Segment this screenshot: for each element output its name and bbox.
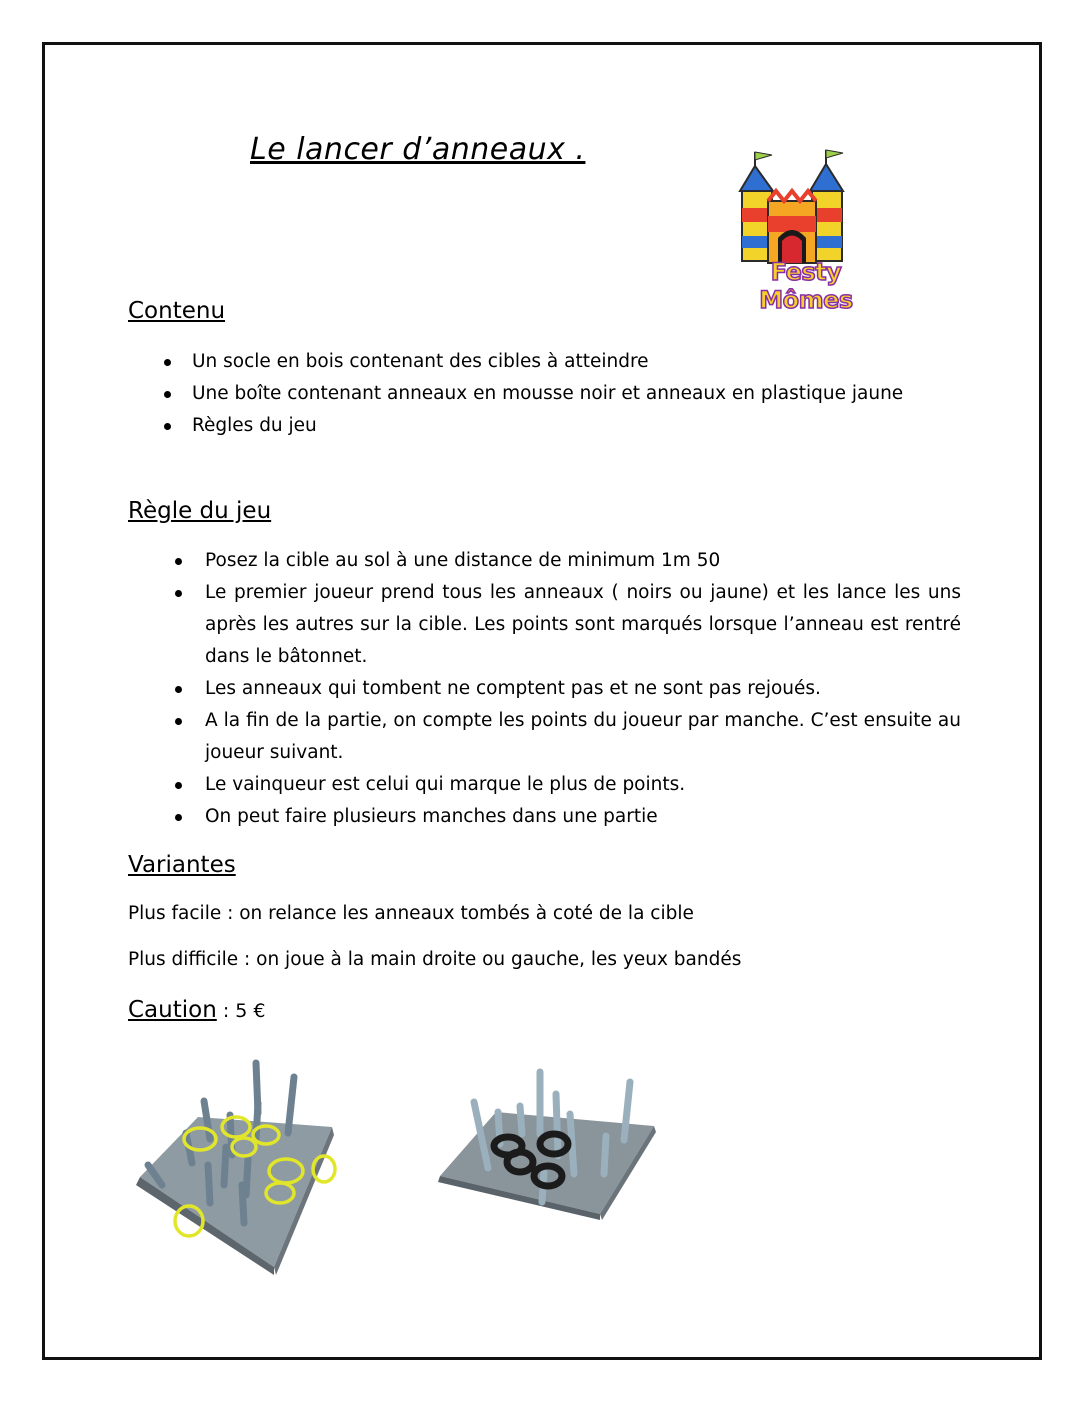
heading-contenu: Contenu [128, 298, 226, 324]
list-item: Une boîte contenant anneaux en mousse noir et anneaux en plastique jaune [192, 378, 903, 410]
list-item: Le premier joueur prend tous les anneaux ( noirs ou jaune) et les lance les uns après les autres sur la cible. Les points sont marqués lorsque l’anneau est rentré dans le bâtonnet. [205, 577, 961, 673]
list-item: Le vainqueur est celui qui marque le plus de points. [205, 769, 961, 801]
list-item: A la fin de la partie, on compte les points du joueur par manche. C’est ensuite au joueur suivant. [205, 705, 961, 769]
caution-value: : 5 € [216, 1000, 266, 1022]
black-rings-game-photo [436, 1064, 658, 1220]
logo-text: Festy Mômes [759, 258, 853, 314]
list-item: Posez la cible au sol à une distance de minimum 1m 50 [205, 545, 961, 577]
heading-variantes: Variantes [128, 852, 236, 878]
variante-difficile: Plus difficile : on joue à la main droite ou gauche, les yeux bandés [128, 949, 742, 970]
list-item: On peut faire plusieurs manches dans une partie [205, 801, 961, 833]
caution [128, 997, 266, 1023]
contenu-list [192, 346, 903, 442]
page-title: Le lancer d’anneaux . [250, 132, 586, 167]
list-item: Les anneaux qui tombent ne comptent pas et ne sont pas rejoués. [205, 673, 961, 705]
variante-facile: Plus facile : on relance les anneaux tombés à coté de la cible [128, 903, 694, 924]
regle-list [205, 545, 961, 833]
list-item: Un socle en bois contenant des cibles à atteindre [192, 346, 903, 378]
yellow-rings-game-photo [126, 1055, 338, 1275]
heading-regle: Règle du jeu [128, 498, 272, 524]
caution-label: Caution [128, 997, 217, 1023]
list-item: Règles du jeu [192, 410, 903, 442]
